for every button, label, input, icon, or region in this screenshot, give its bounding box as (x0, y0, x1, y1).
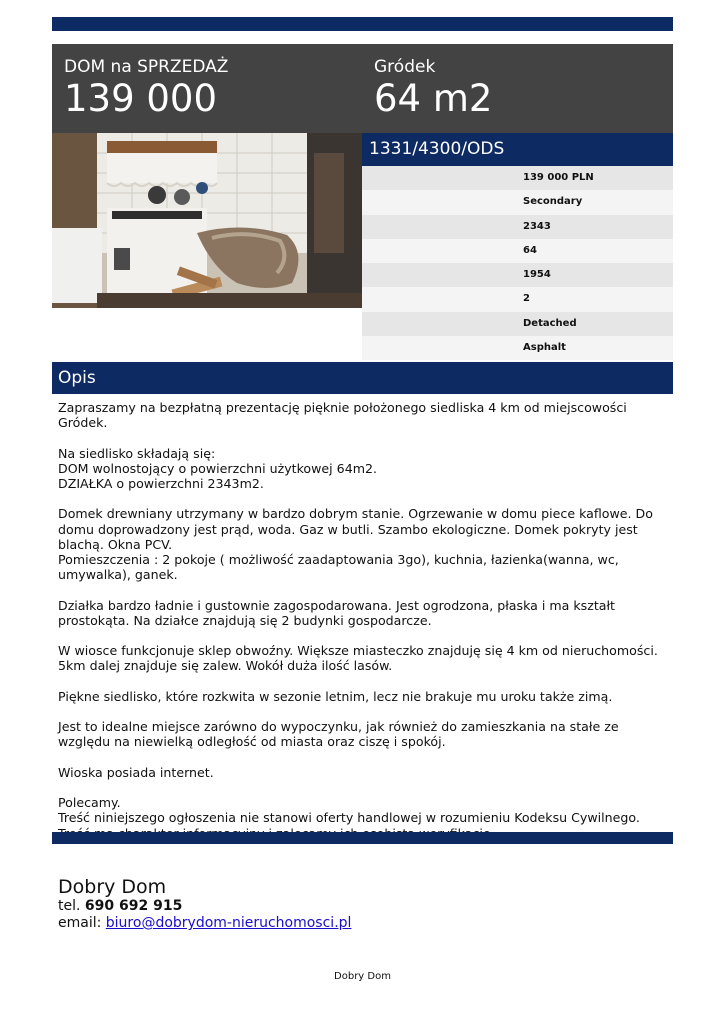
description-paragraph (58, 446, 668, 492)
description-paragraph (58, 643, 668, 673)
description-paragraph (58, 719, 668, 749)
description-line: Pomieszczenia : 2 pokoje ( możliwość zaadaptowania 3go), kuchnia, łazienka(wanna, wc, umywalka), ganek. (58, 552, 619, 583)
detail-access-road: Asphalt (362, 336, 673, 360)
description-line: Domek drewniany utrzymany w bardzo dobrym stanie. Ogrzewanie w domu piece kaflowe. Do domu doprowadzony jest prąd, woda. Gaz w butli. Szambo ekologiczne. Domek pokryty jest blachą. Okna PCV. (58, 506, 653, 552)
header-price-block (64, 56, 228, 120)
detail-market: Secondary (362, 190, 673, 214)
description-line: Polecamy. (58, 795, 121, 811)
phone-number[interactable]: 690 692 915 (84, 898, 183, 914)
description-paragraph (58, 506, 668, 582)
contact-phone (58, 897, 182, 915)
description-paragraph (58, 598, 668, 628)
header-area-block (374, 56, 492, 120)
listing-header (52, 44, 673, 133)
detail-building-type: Detached (362, 312, 673, 336)
detail-plot-area: 2343 (362, 215, 673, 239)
offer-reference: 1331/4300/ODS (362, 133, 673, 166)
detail-usable-area: 64 (362, 239, 673, 263)
description-line: Działka bardzo ładnie i gustownie zagospodarowana. Jest ogrodzona, płaska i ma kształt prostokąta. Na działce znajdują się 2 budynki gospodarcze. (58, 597, 615, 628)
top-accent-bar (52, 17, 673, 31)
phone-label: tel. (58, 898, 81, 914)
email-label: email: (58, 915, 102, 931)
email-link[interactable]: biuro@dobrydom-nieruchomosci.pl (105, 915, 352, 931)
listing-price: 139 000 (64, 77, 218, 120)
listing-type: DOM na SPRZEDAŻ (64, 57, 229, 77)
description-line: Wioska posiada internet. (58, 764, 214, 780)
description-line: DOM wolnostojący o powierzchni użytkowej 64m2. (58, 460, 377, 476)
description-heading-bar (52, 362, 673, 394)
description-paragraph (58, 400, 668, 430)
description-line: Piękne siedlisko, które rozkwita w sezonie letnim, lecz nie brakuje mu uroku także zimą. (58, 688, 613, 704)
agency-name: Dobry Dom (58, 876, 167, 898)
detail-year-built: 1954 (362, 263, 673, 287)
description-paragraph (58, 765, 668, 780)
bottom-accent-bar (52, 832, 673, 844)
detail-rooms: 2 (362, 287, 673, 311)
description-heading: Opis (58, 368, 96, 388)
listing-location: Gródek (374, 57, 436, 77)
offer-details-panel (362, 133, 673, 360)
detail-price: 139 000 PLN (362, 166, 673, 190)
description-line: 5km dalej znajduje się zalew. Wokół duża ilość lasów. (58, 658, 393, 674)
description-line: Zapraszamy na bezpłatną prezentację pięknie położonego siedliska 4 km od miejscowości Gródek. (58, 400, 627, 431)
contact-email (58, 914, 351, 932)
description-line: Jest to idealne miejsce zarówno do wypoczynku, jak również do zamieszkania na stałe ze względu na niewielką odległość od miasta oraz ciszę i spokój. (58, 719, 619, 750)
listing-area: 64 m2 (374, 77, 493, 120)
description-paragraph (58, 689, 668, 704)
description-line: Treść niniejszego ogłoszenia nie stanowi oferty handlowej w rozumieniu Kodeksu Cywilnego. (58, 810, 640, 826)
description-text (58, 400, 668, 841)
page-footer: Dobry Dom (334, 971, 391, 982)
description-line: Na siedlisko składają się: (58, 445, 216, 461)
property-photo (52, 133, 362, 308)
description-line: W wiosce funkcjonuje sklep obwoźny. Większe miasteczko znajduję się 4 km od nieruchomości. (58, 643, 658, 659)
description-line: DZIAŁKA o powierzchni 2343m2. (58, 476, 264, 491)
